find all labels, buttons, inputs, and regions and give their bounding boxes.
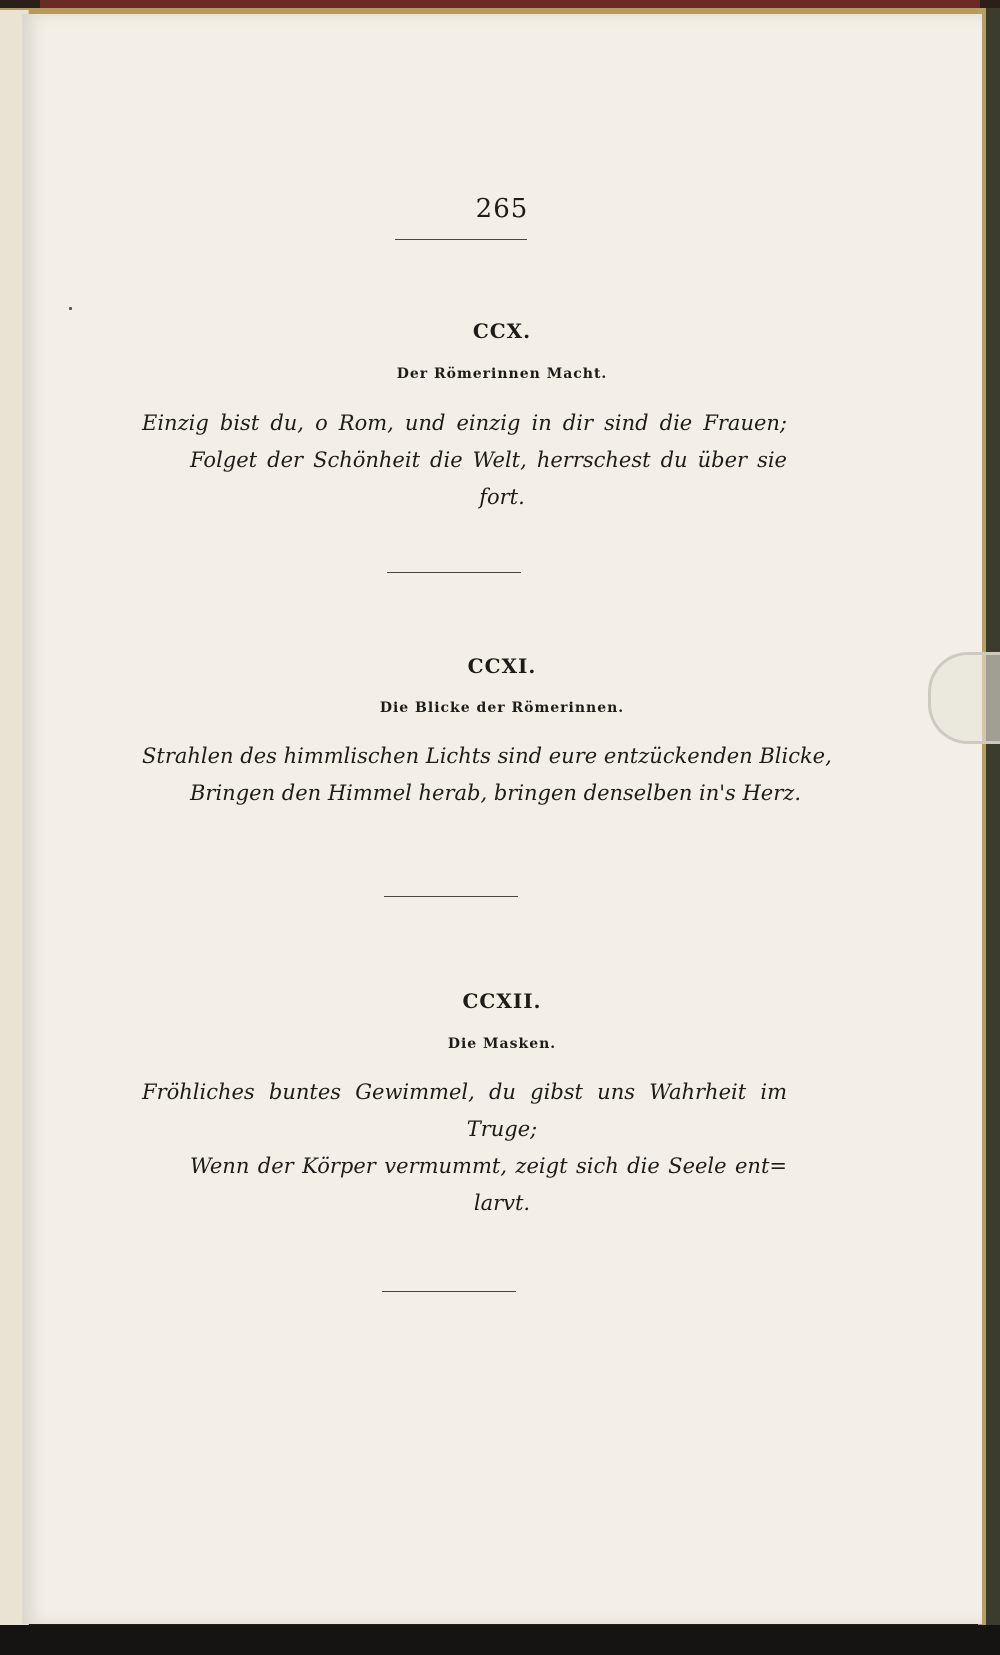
verse-line: Bringen den Himmel herab, bringen denselben in's Herz. bbox=[190, 781, 801, 805]
section-title: Die Blicke der Römerinnen. bbox=[379, 700, 625, 716]
section-divider bbox=[382, 1291, 516, 1292]
verse-line: larvt. bbox=[473, 1191, 531, 1215]
section-divider bbox=[387, 572, 521, 573]
section-divider bbox=[384, 896, 518, 897]
section-numeral: CCXII. bbox=[462, 989, 542, 1013]
scan-background bbox=[0, 1625, 1000, 1655]
header-rule bbox=[395, 239, 527, 240]
book-spine-shadow bbox=[986, 8, 1000, 1625]
ink-speck bbox=[69, 307, 72, 310]
verse-line: Fröhliches buntes Gewimmel, du gibst uns Wahrheit im bbox=[142, 1080, 787, 1104]
section-numeral: CCXI. bbox=[467, 654, 537, 678]
section-numeral: CCX. bbox=[472, 319, 532, 343]
page-clip bbox=[928, 652, 1000, 744]
verse-line: fort. bbox=[479, 485, 525, 509]
verse-line: Strahlen des himmlischen Lichts sind eure entzückenden Blicke, bbox=[142, 744, 832, 768]
section-title: Die Masken. bbox=[447, 1036, 557, 1052]
book-cover-edge bbox=[40, 0, 980, 8]
verse-line: Wenn der Körper vermummt, zeigt sich die Seele ent= bbox=[190, 1154, 787, 1178]
page-number: 265 bbox=[475, 194, 529, 224]
book-page bbox=[22, 14, 982, 1624]
verse-line: Folget der Schönheit die Welt, herrschest du über sie bbox=[190, 448, 787, 472]
book-top-edge bbox=[0, 0, 1000, 14]
verse-line: Truge; bbox=[466, 1117, 538, 1141]
verse-line: Einzig bist du, o Rom, und einzig in dir sind die Frauen; bbox=[142, 411, 787, 435]
section-title: Der Römerinnen Macht. bbox=[396, 366, 608, 382]
